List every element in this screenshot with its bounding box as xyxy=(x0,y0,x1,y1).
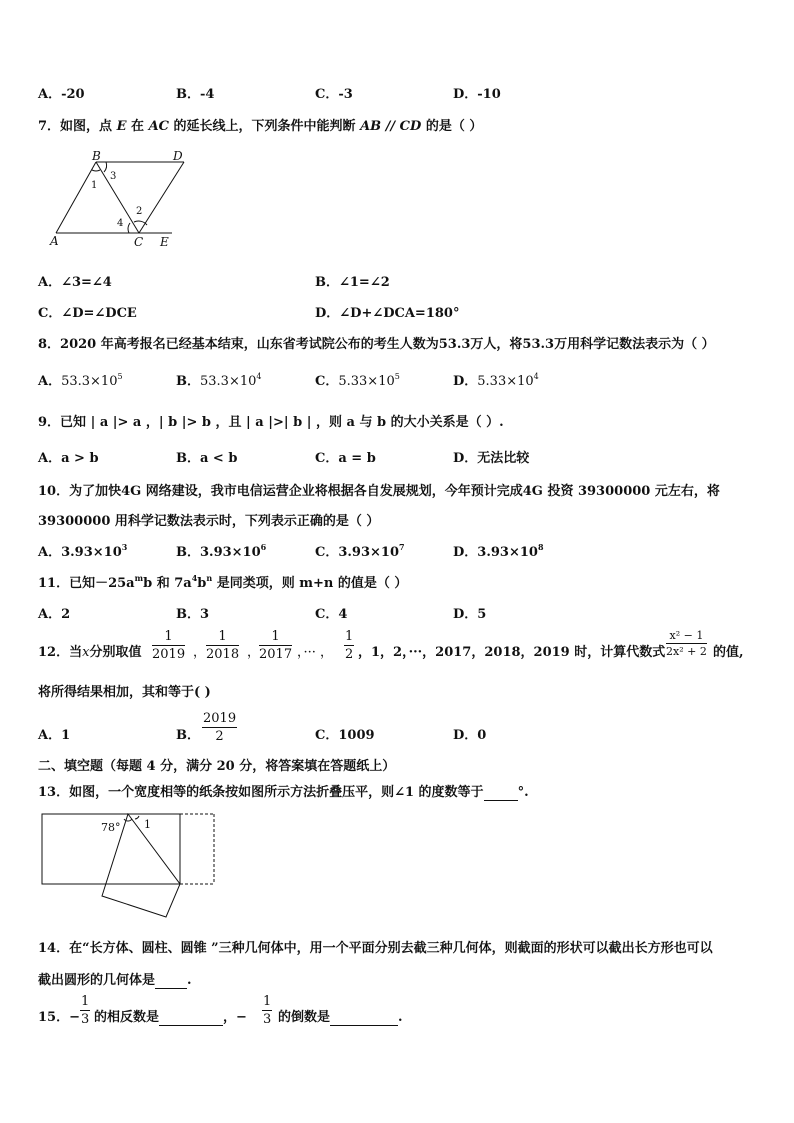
angle-1-arc xyxy=(135,816,139,819)
q12-comma-1: ， xyxy=(193,645,207,660)
q7-option-a: A．∠3=∠4 xyxy=(38,275,112,290)
angle-4-arc xyxy=(128,223,130,233)
segment-ab xyxy=(56,162,96,233)
q10-stem-line2: 39300000 用科学记数法表示时，下列表示正确的是（ ） xyxy=(38,514,380,529)
q12-prefix: 12．当x分别取值 xyxy=(38,645,142,660)
q14-stem-line1: 14．在“长方体、圆柱、圆锥 ”三种几何体中，用一个平面分别去截三种几何体，则截面的形状可以截出长方形也可以 xyxy=(38,941,713,956)
q8-option-a: A．$53.3\times 10^5$ xyxy=(38,372,123,389)
q12-fraction-1-2017: $\frac{1}{2017}$ xyxy=(259,629,293,662)
q9-option-a: A．a > b xyxy=(38,451,99,466)
q15-text-1: 的相反数是 ，− xyxy=(94,1010,247,1025)
q11-option-b: B．3 xyxy=(176,607,210,622)
q12-sequence: ，1，2，···，2017，2018，2019 时，计算代数式 xyxy=(358,645,666,660)
label-angle-2: 2 xyxy=(136,206,143,217)
q12-option-b-label: B． xyxy=(176,728,200,743)
q7-option-b: B．∠1=∠2 xyxy=(315,275,390,290)
q10-stem-line1: 10．为了加快4G 网络建设，我市电信运营企业将根据各自发展规划，今年预计完成4G 投资 39300000 元左右，将 xyxy=(38,484,720,499)
q10-option-d: D．$3.93\times 10^8$ xyxy=(453,542,544,560)
q6-option-d: D．-10 xyxy=(453,87,501,102)
angle-78-arc xyxy=(124,819,132,821)
label-e: E xyxy=(160,235,169,249)
q11-option-a: A．2 xyxy=(38,607,71,622)
q12-fraction-1-2: $\frac{1}{2}$ xyxy=(345,629,354,662)
angle-1-label: 1 xyxy=(144,818,151,831)
q10-option-c: C．$3.93\times 10^7$ xyxy=(315,542,405,560)
label-d: D xyxy=(173,150,183,163)
q6-option-a: A．-20 xyxy=(38,87,85,102)
q10-option-b: B．$3.93\times 10^6$ xyxy=(176,542,267,560)
q9-option-b: B．a < b xyxy=(176,451,238,466)
section-2-heading: 二、填空题（每题 4 分，满分 20 分，将答案填在答题纸上） xyxy=(38,759,396,774)
label-angle-3: 3 xyxy=(110,171,117,182)
angle-2-arc xyxy=(134,221,147,225)
q13-stem: 13．如图，一个宽度相等的纸条按如图所示方法折叠压平，则∠1 的度数等于 °. xyxy=(38,785,529,800)
q11-stem: 11．已知$-25a^mb$ 和 $7a^4b^n$ 是同类项，则 m+n 的值是（ ） xyxy=(38,573,408,591)
q15-label: 15．− xyxy=(38,1010,80,1025)
q12-ellipsis: ，··· ， xyxy=(297,645,334,660)
angle-1-arc xyxy=(92,170,100,171)
q13-folded-strip-figure xyxy=(38,810,223,922)
q12-fraction-1-2019: $\frac{1}{2019}$ xyxy=(152,629,186,662)
q7-stem: 7．如图，点 E 在 AC 的延长线上，下列条件中能判断 AB // CD 的是（ ） xyxy=(38,119,483,134)
q6-option-c: C．-3 xyxy=(315,87,353,102)
angle-3-arc xyxy=(104,162,107,172)
q7-option-c: C．∠D=∠DCE xyxy=(38,306,137,321)
q8-stem: 8．2020 年高考报名已经基本结束，山东省考试院公布的考生人数为53.3万人，将53.3万用科学记数法表示为（ ） xyxy=(38,337,715,352)
q12-suffix: 的值, xyxy=(713,645,744,660)
q11-option-c: C．4 xyxy=(315,607,348,622)
q12-option-d: D．0 xyxy=(453,728,487,743)
q7-option-d: D．∠D+∠DCA=180° xyxy=(315,306,460,321)
q12-expression-fraction: $\frac{\text{x² − 1}}{\text{2x² + 2}}$ xyxy=(666,629,707,658)
label-a: A xyxy=(50,234,59,248)
q12-option-a: A．1 xyxy=(38,728,71,743)
label-angle-4: 4 xyxy=(117,218,124,229)
q7-parallelogram-figure xyxy=(44,150,194,250)
q9-option-c: C．a = b xyxy=(315,451,376,466)
q8-option-d: D．$5.33\times 10^4$ xyxy=(453,372,539,389)
q15-fraction-1: $\frac{1}{3}$ xyxy=(81,994,90,1027)
q10-option-a: A．$3.93\times 10^3$ xyxy=(38,542,128,560)
q12-option-c: C．1009 xyxy=(315,728,375,743)
q8-option-c: C．$5.33\times 10^5$ xyxy=(315,372,400,389)
q11-option-d: D．5 xyxy=(453,607,487,622)
angle-78-label: 78° xyxy=(101,821,121,834)
q14-stem-line2: 截出圆形的几何体是 . xyxy=(38,973,192,988)
label-c: C xyxy=(134,235,144,249)
q8-option-b: B．$53.3\times 10^4$ xyxy=(176,372,262,389)
segment-dc xyxy=(139,162,184,233)
q15-text-2: 的倒数是 . xyxy=(278,1010,403,1025)
q9-stem: 9．已知 | a |> a ，| b |> b ，且 | a |>| b | ，则 a 与 b 的大小关系是（ ）. xyxy=(38,415,504,430)
q9-option-d: D．无法比较 xyxy=(453,451,530,466)
label-b: B xyxy=(92,150,101,163)
label-angle-1: 1 xyxy=(91,180,98,191)
q12-option-b-fraction: $\frac{2019}{2}$ xyxy=(203,711,237,744)
q12-stem-line2: 将所得结果相加，其和等于( ) xyxy=(38,685,211,700)
q15-fraction-2: $\frac{1}{3}$ xyxy=(263,994,272,1027)
q6-option-b: B．-4 xyxy=(176,87,215,102)
q12-comma-2: ， xyxy=(247,645,261,660)
q12-fraction-1-2018: $\frac{1}{2018}$ xyxy=(206,629,240,662)
